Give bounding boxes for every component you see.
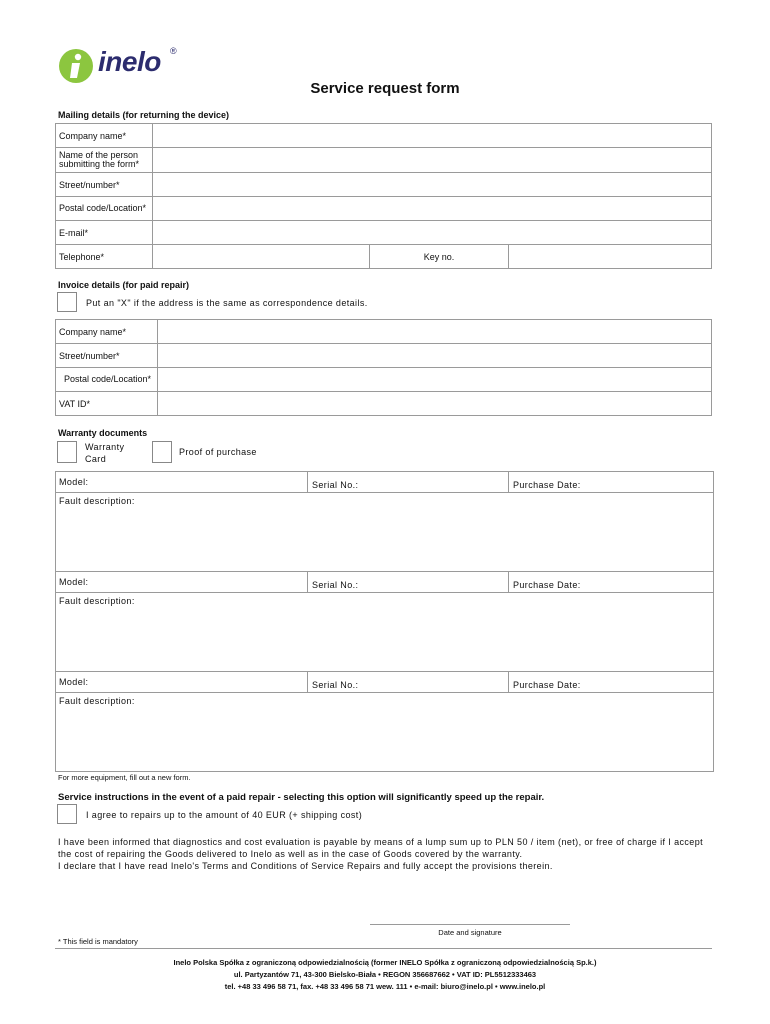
invoice-vat-field[interactable] <box>158 392 712 416</box>
footer-address: ul. Partyzantów 71, 43-300 Bielsko-Biała • REGON 356687662 • VAT ID: PL5512333463 <box>233 970 537 979</box>
mailing-street-field[interactable] <box>153 173 712 197</box>
warranty-card-label: Warranty Card <box>85 442 125 464</box>
invoice-street-field[interactable] <box>158 344 712 368</box>
device-3-fault-field[interactable] <box>56 693 713 771</box>
footer-company: Inelo Polska Spółka z ograniczoną odpowiedzialnością (former INELO Spółka z ograniczoną odpowiedzialnością Sp.k.) <box>173 958 597 967</box>
mailing-company-label: Company name* <box>56 124 153 148</box>
instructions-paragraph-1: I have been informed that diagnostics and cost evaluation is payable by means of a lump sum up to PLN 50 / item (net), or free of charge if I accept the cost of repairing the Goods delivered to Inelo as well as in the case of Goods covered by the warranty. <box>58 837 704 859</box>
mailing-table <box>55 123 712 269</box>
device-1-model-label: Model: <box>59 477 89 487</box>
footer-divider <box>55 948 712 949</box>
proof-of-purchase-checkbox[interactable] <box>152 441 172 463</box>
mailing-email-label: E-mail* <box>56 221 153 245</box>
device-1-serial-label: Serial No.: <box>312 480 359 490</box>
agree-repair-checkbox[interactable] <box>57 804 77 824</box>
device-3-serial-label: Serial No.: <box>312 680 359 690</box>
mailing-postal-label: Postal code/Location* <box>56 197 153 221</box>
same-address-checkbox[interactable] <box>57 292 77 312</box>
logo-text: inelo <box>98 46 161 77</box>
invoice-table <box>55 319 712 416</box>
mailing-email-field[interactable] <box>153 221 712 245</box>
mailing-telephone-field[interactable] <box>153 245 370 269</box>
instructions-paragraph-2: I declare that I have read Inelo's Terms and Conditions of Service Repairs and fully accept the provisions therein. <box>58 861 553 871</box>
warranty-card-checkbox[interactable] <box>57 441 77 463</box>
footer-contact: tel. +48 33 496 58 71, fax. +48 33 496 58 71 wew. 111 • e-mail: biuro@inelo.pl • www.inelo.pl <box>224 982 546 991</box>
device-1-fault-label: Fault description: <box>59 496 135 506</box>
mailing-keyno-label: Key no. <box>370 245 509 269</box>
warranty-heading: Warranty documents <box>58 428 148 438</box>
mandatory-note: * This field is mandatory <box>58 937 138 946</box>
invoice-company-field[interactable] <box>158 320 712 344</box>
mailing-person-label: Name of the person submitting the form* <box>56 148 153 173</box>
proof-of-purchase-label: Proof of purchase <box>179 447 257 457</box>
device-2-model-label: Model: <box>59 577 89 587</box>
mailing-person-field[interactable] <box>153 148 712 173</box>
device-2-fault-label: Fault description: <box>59 596 135 606</box>
mailing-heading: Mailing details (for returning the device) <box>58 110 230 120</box>
mailing-company-field[interactable] <box>153 124 712 148</box>
instructions-heading: Service instructions in the event of a paid repair - selecting this option will significantly speed up the repair. <box>58 792 545 803</box>
device-2-serial-label: Serial No.: <box>312 580 359 590</box>
mailing-street-label: Street/number* <box>56 173 153 197</box>
invoice-company-label: Company name* <box>56 320 158 344</box>
invoice-postal-field[interactable] <box>158 368 712 392</box>
invoice-vat-label: VAT ID* <box>56 392 158 416</box>
device-1-date-label: Purchase Date: <box>513 480 581 490</box>
signature-line <box>370 924 570 925</box>
device-2-date-label: Purchase Date: <box>513 580 581 590</box>
device-3-model-label: Model: <box>59 677 89 687</box>
page-title: Service request form <box>310 80 460 97</box>
mailing-postal-field[interactable] <box>153 197 712 221</box>
same-address-label: Put an "X" if the address is the same as correspondence details. <box>86 298 368 308</box>
mailing-telephone-label: Telephone* <box>56 245 153 269</box>
signature-label: Date and signature <box>438 928 502 937</box>
device-2-fault-field[interactable] <box>56 593 713 671</box>
agree-repair-label: I agree to repairs up to the amount of 40 EUR (+ shipping cost) <box>86 810 363 820</box>
device-block-2 <box>55 571 714 672</box>
invoice-street-label: Street/number* <box>56 344 158 368</box>
logo-mark-icon <box>58 48 94 84</box>
device-block-1 <box>55 471 714 572</box>
invoice-postal-label: Postal code/Location* <box>56 368 158 392</box>
more-equipment-note: For more equipment, fill out a new form. <box>58 773 191 782</box>
invoice-heading: Invoice details (for paid repair) <box>58 280 190 290</box>
mailing-keyno-field[interactable] <box>509 245 712 269</box>
device-3-date-label: Purchase Date: <box>513 680 581 690</box>
logo-registered-mark: ® <box>170 46 177 56</box>
device-block-3 <box>55 671 714 772</box>
device-3-fault-label: Fault description: <box>59 696 135 706</box>
device-1-fault-field[interactable] <box>56 493 713 571</box>
